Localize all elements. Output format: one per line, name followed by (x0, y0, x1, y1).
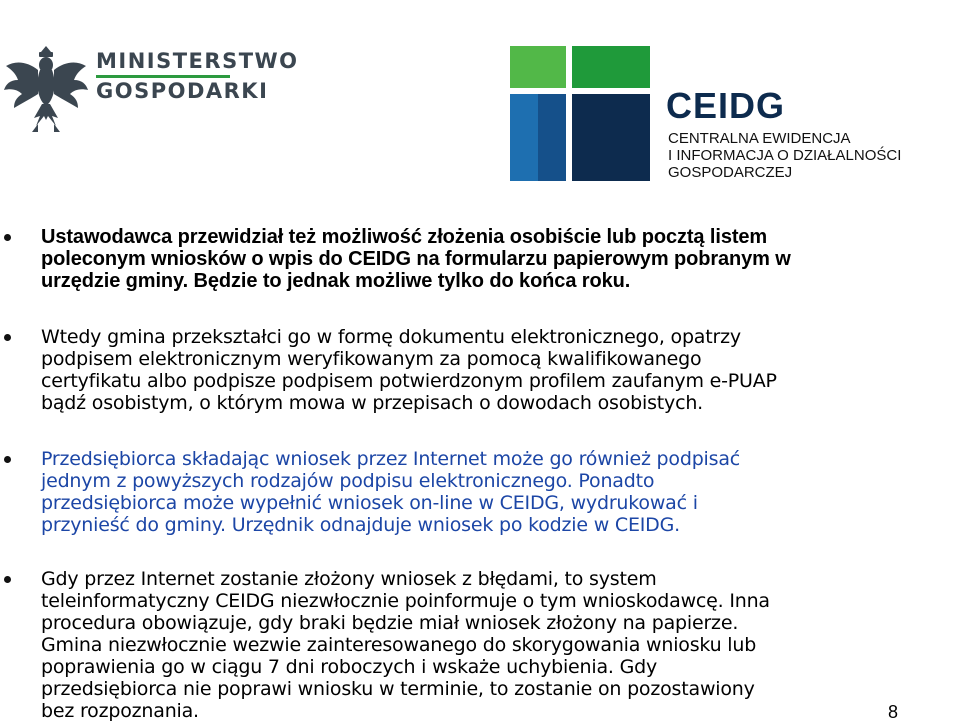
ministry-line-1: MINISTERSTWO (96, 49, 299, 73)
ministry-logo (2, 40, 299, 140)
bullet-text: Gdy przez Internet zostanie złożony wniosek z błędami, to system teleinformatyczny CEIDG niezwłocznie poinformuje o tym wnioskodawcę. Inna procedura obowiązuje, gdy braki będzie miał wniosek złożony na papierze. Gmina niezwłocznie wezwie zainteresowanego do skorygowania wniosku lub poprawienia go w ciągu 7 dni roboczych i wskaże uchybienia. Gdy przedsiębiorca nie poprawi wniosku w terminie, to zostanie on pozostawiony bez rozpoznania. (41, 568, 770, 722)
bullet-dot-icon (4, 576, 11, 583)
bullet-dot-icon (4, 234, 11, 241)
ministry-name (96, 48, 299, 104)
ceidg-subtitle: CENTRALNA EWIDENCJA I INFORMACJA O DZIAŁALNOŚCI GOSPODARCZEJ (668, 130, 902, 181)
bullet-text: Wtedy gmina przekształci go w formę dokumentu elektronicznego, opatrzy podpisem elektronicznym weryfikowanym za pomocą kwalifikowanego certyfikatu albo podpisze podpisem potwierdzonym profilem zaufanym e-PUAP bądź osobistym, o którym mowa w przepisach o dowodach osobistych. (41, 326, 777, 414)
ministry-line-2: GOSPODARKI (96, 79, 269, 103)
ceidg-logo-mark-icon (510, 46, 650, 181)
page-number: 8 (887, 702, 898, 722)
eagle-emblem-icon (2, 40, 90, 138)
ceidg-title: CEIDG (666, 85, 786, 126)
bullet-text: Ustawodawca przewidział też możliwość złożenia osobiście lub pocztą listem poleconym wniosków o wpis do CEIDG na formularzu papierowym pobranym w urzędzie gminy. Będzie to jednak możliwe tylko do końca roku. (41, 226, 791, 292)
bullet-text: Przedsiębiorca składając wniosek przez Internet może go również podpisać jednym z powyższych rodzajów podpisu elektronicznego. Ponadto przedsiębiorca może wypełnić wniosek on-line w CEIDG, wydrukować i przynieść do gminy. Urzędnik odnajduje wniosek po kodzie w CEIDG. (41, 448, 741, 536)
bullet-dot-icon (4, 456, 11, 463)
bullet-dot-icon (4, 334, 11, 341)
